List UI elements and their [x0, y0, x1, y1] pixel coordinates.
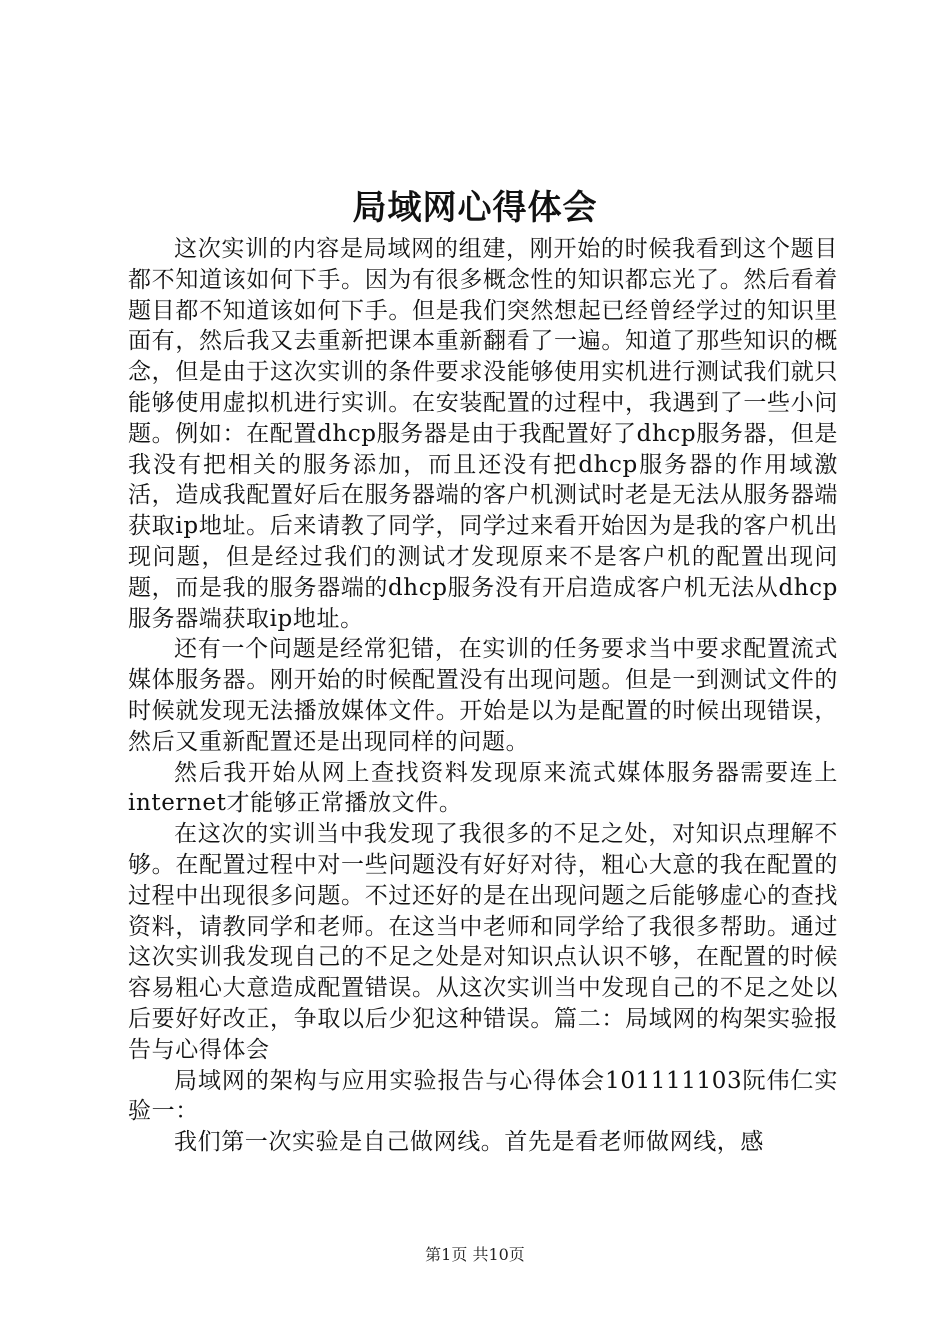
page-number-footer: 第1页 共10页: [425, 1245, 525, 1264]
document-title: 局域网心得体会: [352, 188, 598, 228]
paragraph: 然后我开始从网上查找资料发现原来流式媒体服务器需要连上internet才能够正常播放文件。: [128, 759, 838, 817]
paragraph: 在这次的实训当中我发现了我很多的不足之处，对知识点理解不够。在配置过程中对一些问题没有好好对待，粗心大意的我在配置的过程中出现很多问题。不过还好的是在出现问题之后能够虚心的查找资料，请教同学和老师。在这当中老师和同学给了我很多帮助。通过这次实训我发现自己的不足之处是对知识点认识不够，在配置的时候容易粗心大意造成配置错误。从这次实训当中发现自己的不足之处以后要好好改正，争取以后少犯这种错误。篇二：局域网的构架实验报告与心得体会: [128, 821, 838, 1063]
paragraph: 这次实训的内容是局域网的组建，刚开始的时候我看到这个题目都不知道该如何下手。因为有很多概念性的知识都忘光了。然后看着题目都不知道该如何下手。但是我们突然想起已经曾经学过的知识里面有，然后我又去重新把课本重新翻看了一遍。知道了那些知识的概念，但是由于这次实训的条件要求没能够使用实机进行测试我们就只能够使用虚拟机进行实训。在安装配置的过程中，我遇到了一些小问题。例如：在配置dhcp服务器是由于我配置好了dhcp服务器，但是我没有把相关的服务添加，而且还没有把dhcp服务器的作用域激活，造成我配置好后在服务器端的客户机测试时老是无法从服务器端获取ip地址。后来请教了同学，同学过来看开始因为是我的客户机出现问题，但是经过我们的测试才发现原来不是客户机的配置出现问题，而是我的服务器端的dhcp服务没有开启造成客户机无法从dhcp服务器端获取ip地址。: [128, 236, 838, 632]
paragraph: 局域网的架构与应用实验报告与心得体会101111103阮伟仁实验一：: [128, 1067, 838, 1125]
paragraph: 我们第一次实验是自己做网线。首先是看老师做网线，感: [174, 1129, 764, 1156]
document-body: [128, 234, 838, 1158]
paragraph: 还有一个问题是经常犯错，在实训的任务要求当中要求配置流式媒体服务器。刚开始的时候配置没有出现问题。但是一到测试文件的时候就发现无法播放媒体文件。开始是以为是配置的时候出现错误，然后又重新配置还是出现同样的问题。: [128, 636, 838, 755]
